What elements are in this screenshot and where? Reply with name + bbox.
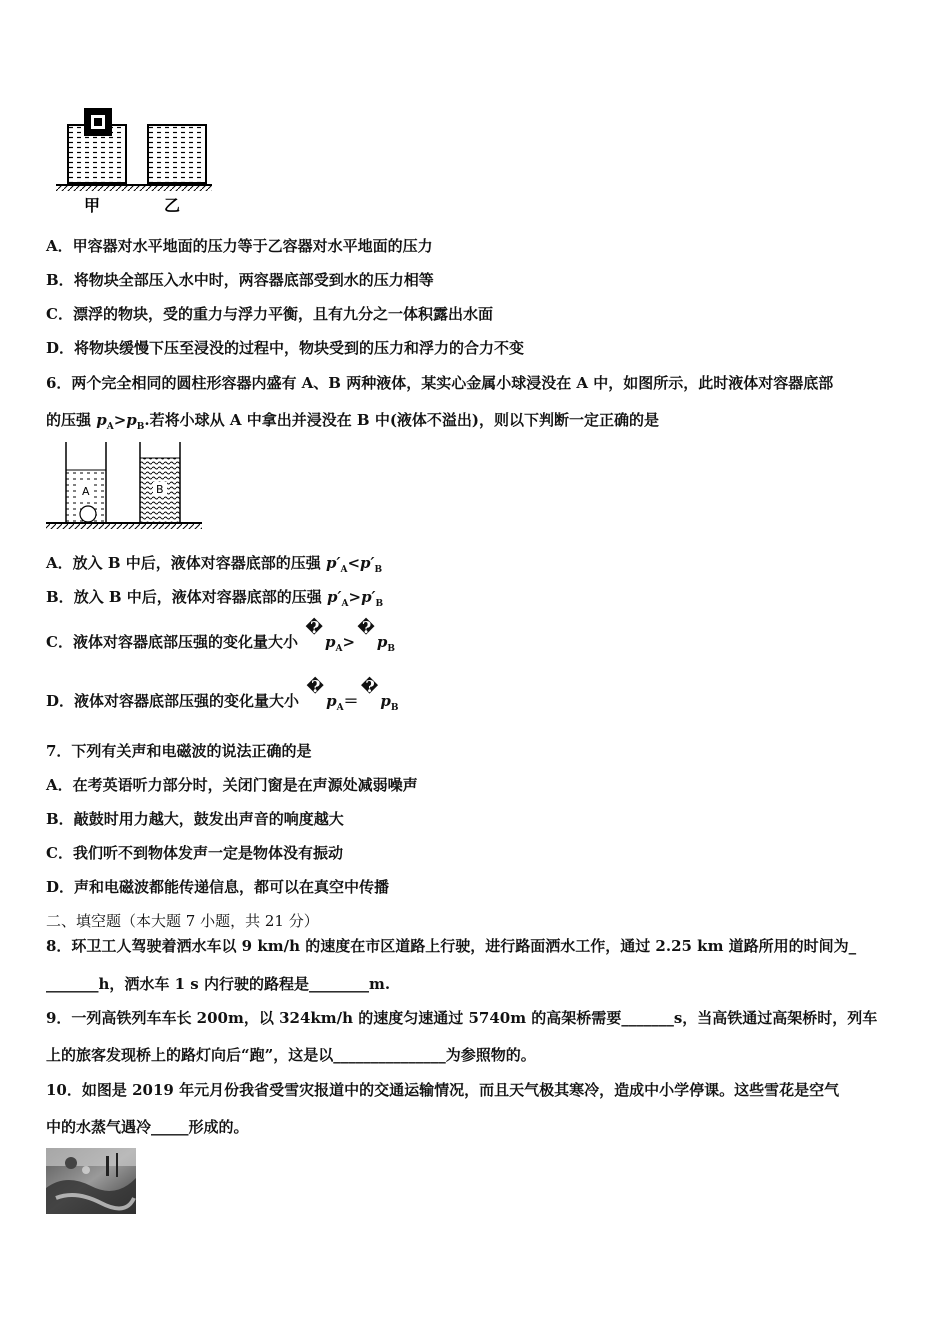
q7-option-b: B．敲鼓时用力越大，鼓发出声音的响度越大 bbox=[46, 810, 344, 828]
q9-line1: 9．一列高铁列车车长 200m，以 324km/h 的速度匀速通过 5740m 的高架桥需要_______s，当高铁通过高架桥时，列车 bbox=[46, 1009, 878, 1027]
q7-option-a: A．在考英语听力部分时，关闭门窗是在声源处减弱噪声 bbox=[46, 776, 418, 794]
section-heading: 二、填空题（本大题 7 小题，共 21 分） bbox=[46, 912, 319, 930]
q6-stem-line2: 的压强 $p_A>p_B$.若将小球从 A 中拿出并浸没在 B 中(液体不溢出)，则以下判断一定正确的是 bbox=[46, 411, 660, 432]
label-b: B bbox=[156, 483, 164, 496]
q6-option-b: B．放入 B 中后，液体对容器底部的压强 $p'_A>p'_B$ bbox=[46, 588, 384, 609]
q6-stem-line1: 6．两个完全相同的圆柱形容器内盛有 A、B 两种液体，某实心金属小球浸没在 A 中，如图所示，此时液体对容器底部 bbox=[46, 374, 834, 392]
label-jia: 甲 bbox=[84, 196, 101, 215]
q5-option-a: A．甲容器对水平地面的压力等于乙容器对水平地面的压力 bbox=[46, 237, 433, 255]
q9-line2: 上的旅客发现桥上的路灯向后“跑”，这是以_______________为参照物的。 bbox=[46, 1046, 536, 1064]
figure-containers-a-b bbox=[44, 440, 204, 532]
q6-option-a: A．放入 B 中后，液体对容器底部的压强 $p'_A<p'_B$ bbox=[46, 554, 383, 575]
label-yi: 乙 bbox=[164, 196, 181, 215]
q5-option-b: B．将物块全部压入水中时，两容器底部受到水的压力相等 bbox=[46, 271, 434, 289]
q6-option-d: D．液体对容器底部压强的变化量大小 $�p_A=�p_B$ bbox=[46, 677, 399, 713]
label-a: A bbox=[82, 485, 90, 498]
q8-line1: 8．环卫工人驾驶着洒水车以 9 km/h 的速度在市区道路上行驶，进行路面洒水工作，通过 2.25 km 道路所用的时间为_ bbox=[46, 937, 857, 955]
q6-option-c: C．液体对容器底部压强的变化量大小 $�p_A>�p_B$ bbox=[46, 618, 395, 654]
q10-line2: 中的水蒸气遇冷_____形成的。 bbox=[46, 1118, 249, 1136]
q7-option-d: D．声和电磁波都能传递信息，都可以在真空中传播 bbox=[46, 878, 390, 896]
figure-containers-jia-yi bbox=[52, 105, 222, 220]
q5-option-c: C．漂浮的物块，受的重力与浮力平衡，且有九分之一体积露出水面 bbox=[46, 305, 493, 323]
q7-option-c: C．我们听不到物体发声一定是物体没有振动 bbox=[46, 844, 343, 862]
q8-line2: _______h，洒水车 1 s 内行驶的路程是________m. bbox=[46, 975, 391, 993]
q5-option-d: D．将物块缓慢下压至浸没的过程中，物块受到的压力和浮力的合力不变 bbox=[46, 339, 525, 357]
snow-photo bbox=[46, 1148, 136, 1214]
q10-line1: 10．如图是 2019 年元月份我省受雪灾报道中的交通运输情况，而且天气极其寒冷，造成中小学停课。这些雪花是空气 bbox=[46, 1081, 840, 1099]
q7-stem: 7．下列有关声和电磁波的说法正确的是 bbox=[46, 742, 312, 760]
